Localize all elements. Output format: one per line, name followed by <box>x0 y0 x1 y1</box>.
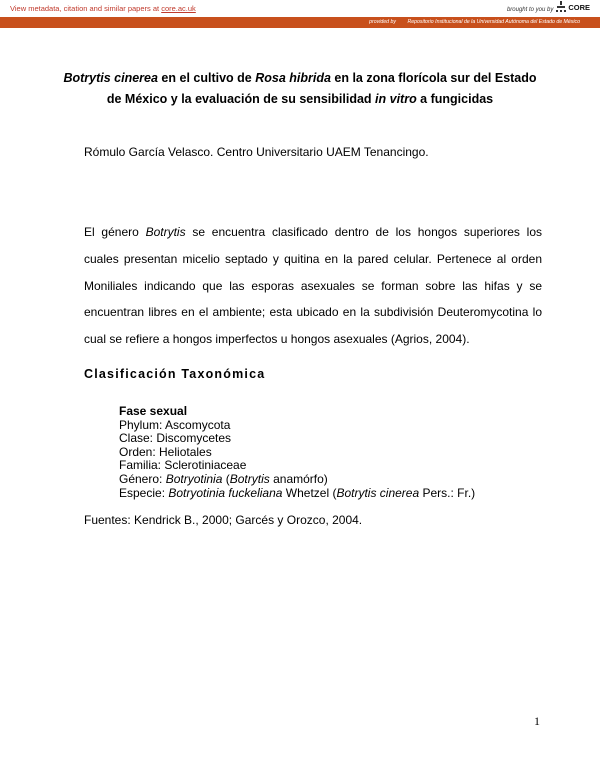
para-rest: se encuentra clasificado dentro de los hongos superiores los cuales presentan micelio septado y quitina en la pared celular. Pertenece al orden Moniliales indicando que las esporas asexuales se forman sobre las hifas y se encuentran libres en el ambiente; esta ubicado en la subdivisión Deuteromycotina lo cual se refiere a hongos imperfectos u hongos asexuales (Agrios, 2004). <box>84 225 543 347</box>
especie-author: Whetzel ( <box>282 485 337 500</box>
genero-anamorph-text: anamórfo) <box>269 471 328 486</box>
page-number: 1 <box>534 714 540 728</box>
title-text-2: en la zona florícola sur del Estado de México y la evaluación de su sensibilidad <box>106 71 537 106</box>
taxonomy-clase: Clase: Discomycetes <box>119 431 232 446</box>
especie-name: Botryotinia fuckeliana <box>168 485 283 500</box>
taxonomy-genero <box>119 473 475 487</box>
title-text-3: a fungicidas <box>416 92 494 106</box>
metadata-link-text: View metadata, citation and similar papers at <box>10 4 162 13</box>
core-logo[interactable] <box>556 1 590 14</box>
taxonomy-especie <box>119 487 475 501</box>
especie-label: Especie: <box>119 485 169 500</box>
para-genus: Botrytis <box>145 225 186 239</box>
core-logo-icon <box>556 1 566 14</box>
brought-by-core[interactable] <box>507 1 590 14</box>
provided-by-prefix: provided by <box>369 19 396 25</box>
especie-synonym: Botrytis cinerea <box>336 485 420 500</box>
core-top-bar <box>0 0 600 14</box>
taxonomy-list <box>119 405 475 500</box>
core-site-link[interactable]: core.ac.uk <box>161 4 196 13</box>
provided-by-banner[interactable] <box>0 17 600 28</box>
taxonomy-phylum: Phylum: Ascomycota <box>119 417 231 432</box>
provided-by-repository[interactable]: Repositorio Institucional de la Universidad Autónoma del Estado de México <box>407 19 580 25</box>
especie-tail: Pers.: Fr.) <box>419 485 476 500</box>
brought-by-label: brought to you by <box>506 7 554 13</box>
para-start: El género <box>84 225 146 239</box>
title-italic-1: Botrytis cinerea <box>63 71 158 85</box>
author-line: Rómulo García Velasco. Centro Universitario UAEM Tenancingo. <box>84 145 429 159</box>
section-heading: Clasificación Taxonómica <box>84 367 266 381</box>
title-italic-3: in vitro <box>375 92 417 106</box>
genero-anamorph: Botrytis <box>229 471 270 486</box>
title-text-1: en el cultivo de <box>157 71 256 85</box>
genero-paren: ( <box>222 471 230 486</box>
taxonomy-heading: Fase sexual <box>119 404 188 418</box>
intro-paragraph <box>84 219 542 353</box>
genero-name: Botryotinia <box>165 471 223 486</box>
taxonomy-familia: Familia: Sclerotiniaceae <box>119 458 247 473</box>
taxonomy-orden: Orden: Heliotales <box>119 444 212 459</box>
genero-label: Género: <box>119 471 166 486</box>
title-italic-2: Rosa hibrida <box>255 71 331 85</box>
paper-title <box>60 68 540 110</box>
core-brand-text: CORE <box>568 3 590 12</box>
metadata-link[interactable] <box>10 4 196 13</box>
sources-line: Fuentes: Kendrick B., 2000; Garcés y Orozco, 2004. <box>84 513 363 527</box>
